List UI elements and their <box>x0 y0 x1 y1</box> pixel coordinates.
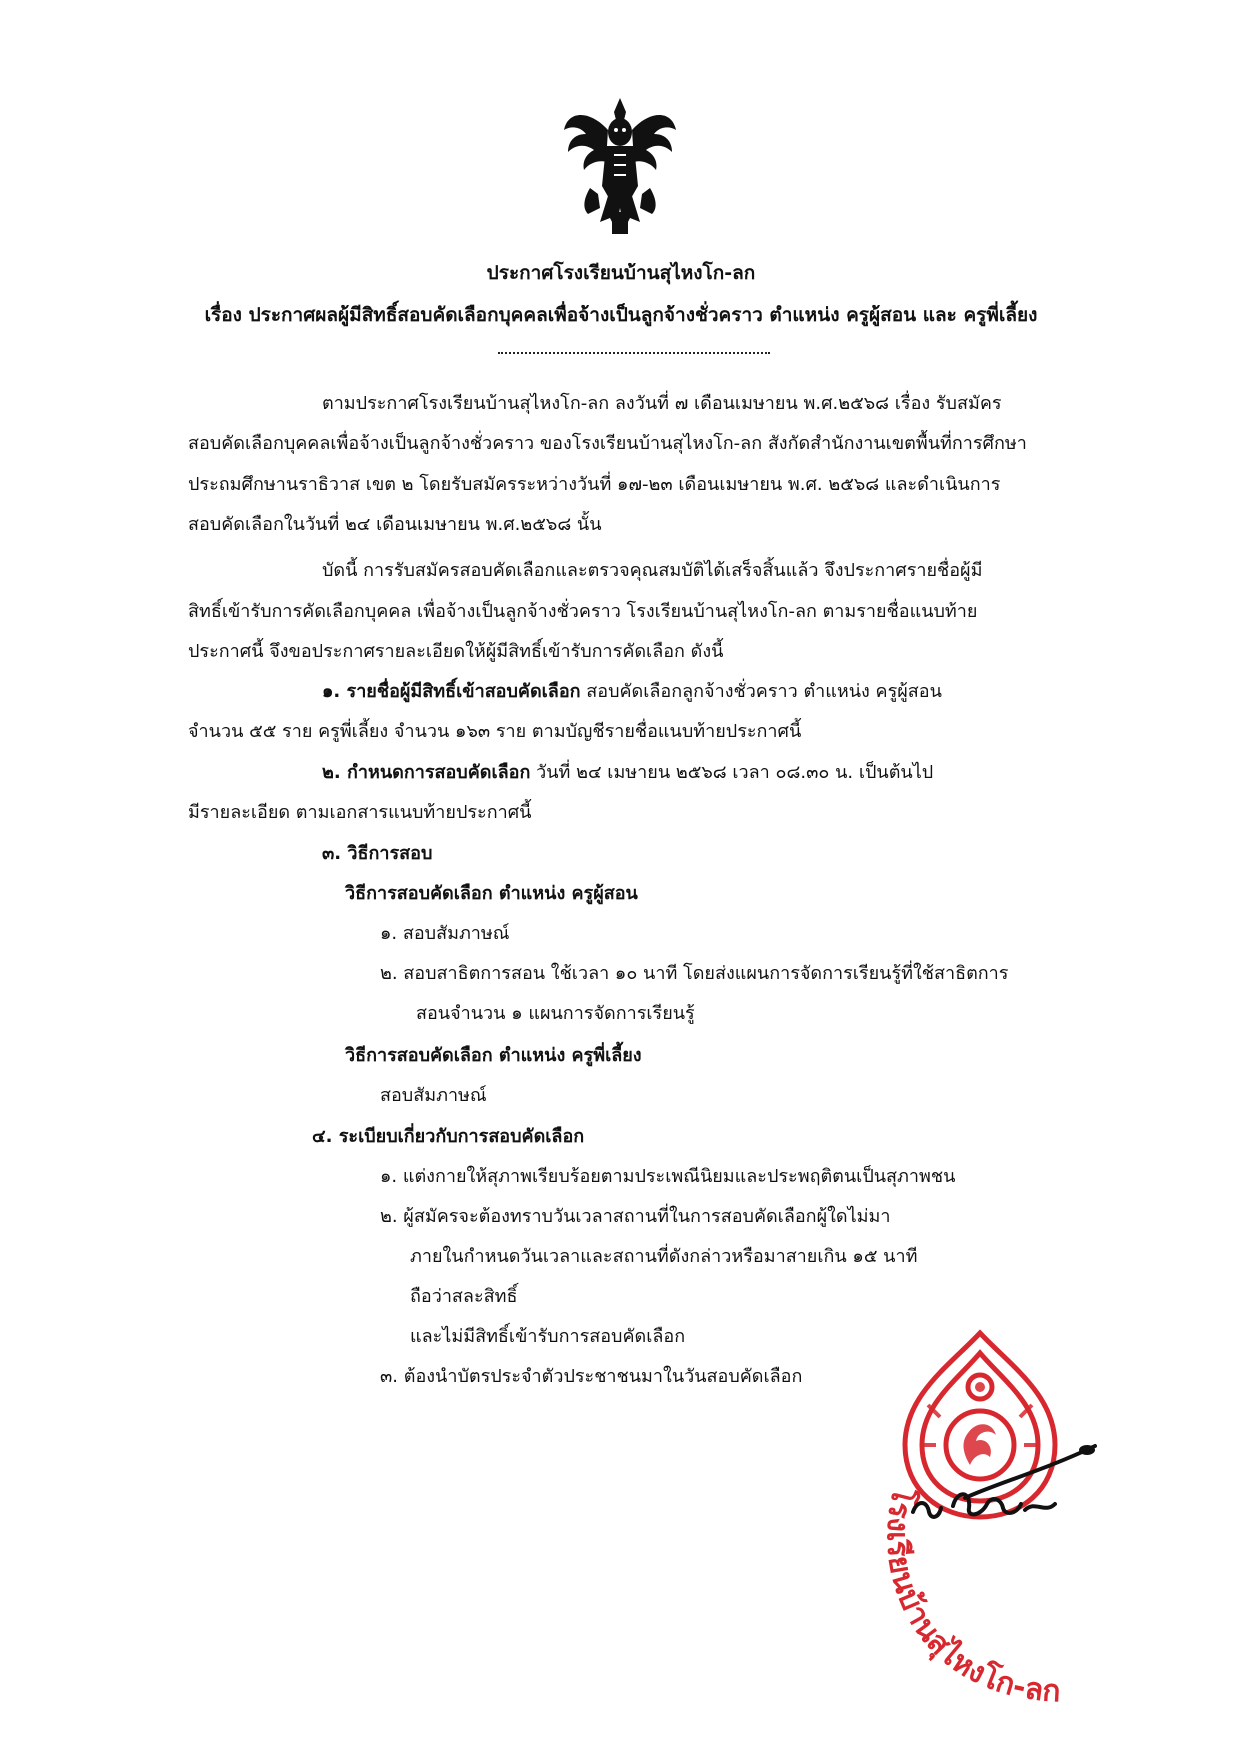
announcement-title: ประกาศโรงเรียนบ้านสุไหงโก-ลก <box>486 262 756 284</box>
item-1-text: สอบคัดเลือกลูกจ้างชั่วคราว ตำแหน่ง ครูผู้สอน <box>580 681 942 702</box>
item-4-b-line-4: และไม่มีสิทธิ์เข้ารับการสอบคัดเลือก <box>410 1326 686 1347</box>
item-1-line-2: จำนวน ๕๕ ราย ครูพี่เลี้ยง จำนวน ๑๖๓ ราย ตามบัญชีรายชื่อแนบท้ายประกาศนี้ <box>188 721 802 742</box>
paragraph-2-line-3: ประกาศนี้ จึงขอประกาศรายละเอียดให้ผู้มีสิทธิ์เข้ารับการคัดเลือก ดังนี้ <box>188 641 724 662</box>
paragraph-1-line-4: สอบคัดเลือกในวันที่ ๒๔ เดือนเมษายน พ.ศ.๒๕๖๘ นั้น <box>188 514 602 535</box>
item-4-heading: ๔. ระเบียบเกี่ยวกับการสอบคัดเลือก <box>312 1126 585 1147</box>
item-2-text: วันที่ ๒๔ เมษายน ๒๕๖๘ เวลา ๐๘.๓๐ น. เป็นต้นไป <box>530 762 934 783</box>
item-4-c: ๓. ต้องนำบัตรประจำตัวประชาชนมาในวันสอบคัดเลือก <box>380 1366 803 1387</box>
item-2-heading: ๒. กำหนดการสอบคัดเลือก <box>322 762 531 783</box>
item-1-heading: ๑. รายชื่อผู้มีสิทธิ์เข้าสอบคัดเลือก <box>322 681 581 702</box>
signature-icon <box>905 1420 1105 1540</box>
announcement-subject: เรื่อง ประกาศผลผู้มีสิทธิ์สอบคัดเลือกบุคคลเพื่อจ้างเป็นลูกจ้างชั่วคราว ตำแหน่ง ครูผู้สอน และ ครูพี่เลี้ยง <box>204 304 1038 326</box>
item-3-sub-2: วิธีการสอบคัดเลือก ตำแหน่ง ครูพี่เลี้ยง <box>345 1045 642 1066</box>
item-4-a: ๑. แต่งกายให้สุภาพเรียบร้อยตามประเพณีนิยมและประพฤติตนเป็นสุภาพชน <box>380 1166 956 1187</box>
item-3-sub-1: วิธีการสอบคัดเลือก ตำแหน่ง ครูผู้สอน <box>345 883 638 904</box>
paragraph-1-line-2: สอบคัดเลือกบุคคลเพื่อจ้างเป็นลูกจ้างชั่วคราว ของโรงเรียนบ้านสุไหงโก-ลก สังกัดสำนักงานเขตพื้นที่การศึกษา <box>188 433 1027 454</box>
item-4-b-line-3: ถือว่าสละสิทธิ์ <box>410 1286 518 1307</box>
dotted-divider <box>498 352 770 354</box>
stamp-text: โรงเรียนบ้านสุไหงโก-ลก <box>879 1483 1062 1710</box>
paragraph-2-line-1: บัดนี้ การรับสมัครสอบคัดเลือกและตรวจคุณสมบัติได้เสร็จสิ้นแล้ว จึงประกาศรายชื่อผู้มี <box>322 560 983 581</box>
item-3-heading: ๓. วิธีการสอบ <box>322 843 433 864</box>
item-4-b: ๒. ผู้สมัครจะต้องทราบวันเวลาสถานที่ในการสอบคัดเลือกผู้ใดไม่มา <box>380 1206 891 1227</box>
paragraph-1-line-3: ประถมศึกษานราธิวาส เขต ๒ โดยรับสมัครระหว่างวันที่ ๑๗-๒๓ เดือนเมษายน พ.ศ. ๒๕๖๘ และดำเนินการ <box>188 474 1001 495</box>
item-2-line-2: มีรายละเอียด ตามเอกสารแนบท้ายประกาศนี้ <box>188 802 532 823</box>
item-2 <box>322 757 933 786</box>
paragraph-2-line-2: สิทธิ์เข้ารับการคัดเลือกบุคคล เพื่อจ้างเป็นลูกจ้างชั่วคราว โรงเรียนบ้านสุไหงโก-ลก ตามรายชื่อแนบท้าย <box>188 601 978 622</box>
paragraph-1-line-1: ตามประกาศโรงเรียนบ้านสุไหงโก-ลก ลงวันที่ ๗ เดือนเมษายน พ.ศ.๒๕๖๘ เรื่อง รับสมัคร <box>322 393 1002 414</box>
item-3-sub-1-a: ๑. สอบสัมภาษณ์ <box>380 923 510 944</box>
item-3-sub-2-a: สอบสัมภาษณ์ <box>380 1085 487 1106</box>
item-1 <box>322 676 942 705</box>
item-3-sub-1-b-line-2: สอนจำนวน ๑ แผนการจัดการเรียนรู้ <box>416 1003 695 1024</box>
item-3-sub-1-b: ๒. สอบสาธิตการสอน ใช้เวลา ๑๐ นาที โดยส่งแผนการจัดการเรียนรู้ที่ใช้สาธิตการ <box>380 963 1009 984</box>
item-4-b-line-2: ภายในกำหนดวันเวลาและสถานที่ดังกล่าวหรือมาสายเกิน ๑๕ นาที <box>410 1246 918 1267</box>
garuda-emblem-icon <box>560 90 680 240</box>
